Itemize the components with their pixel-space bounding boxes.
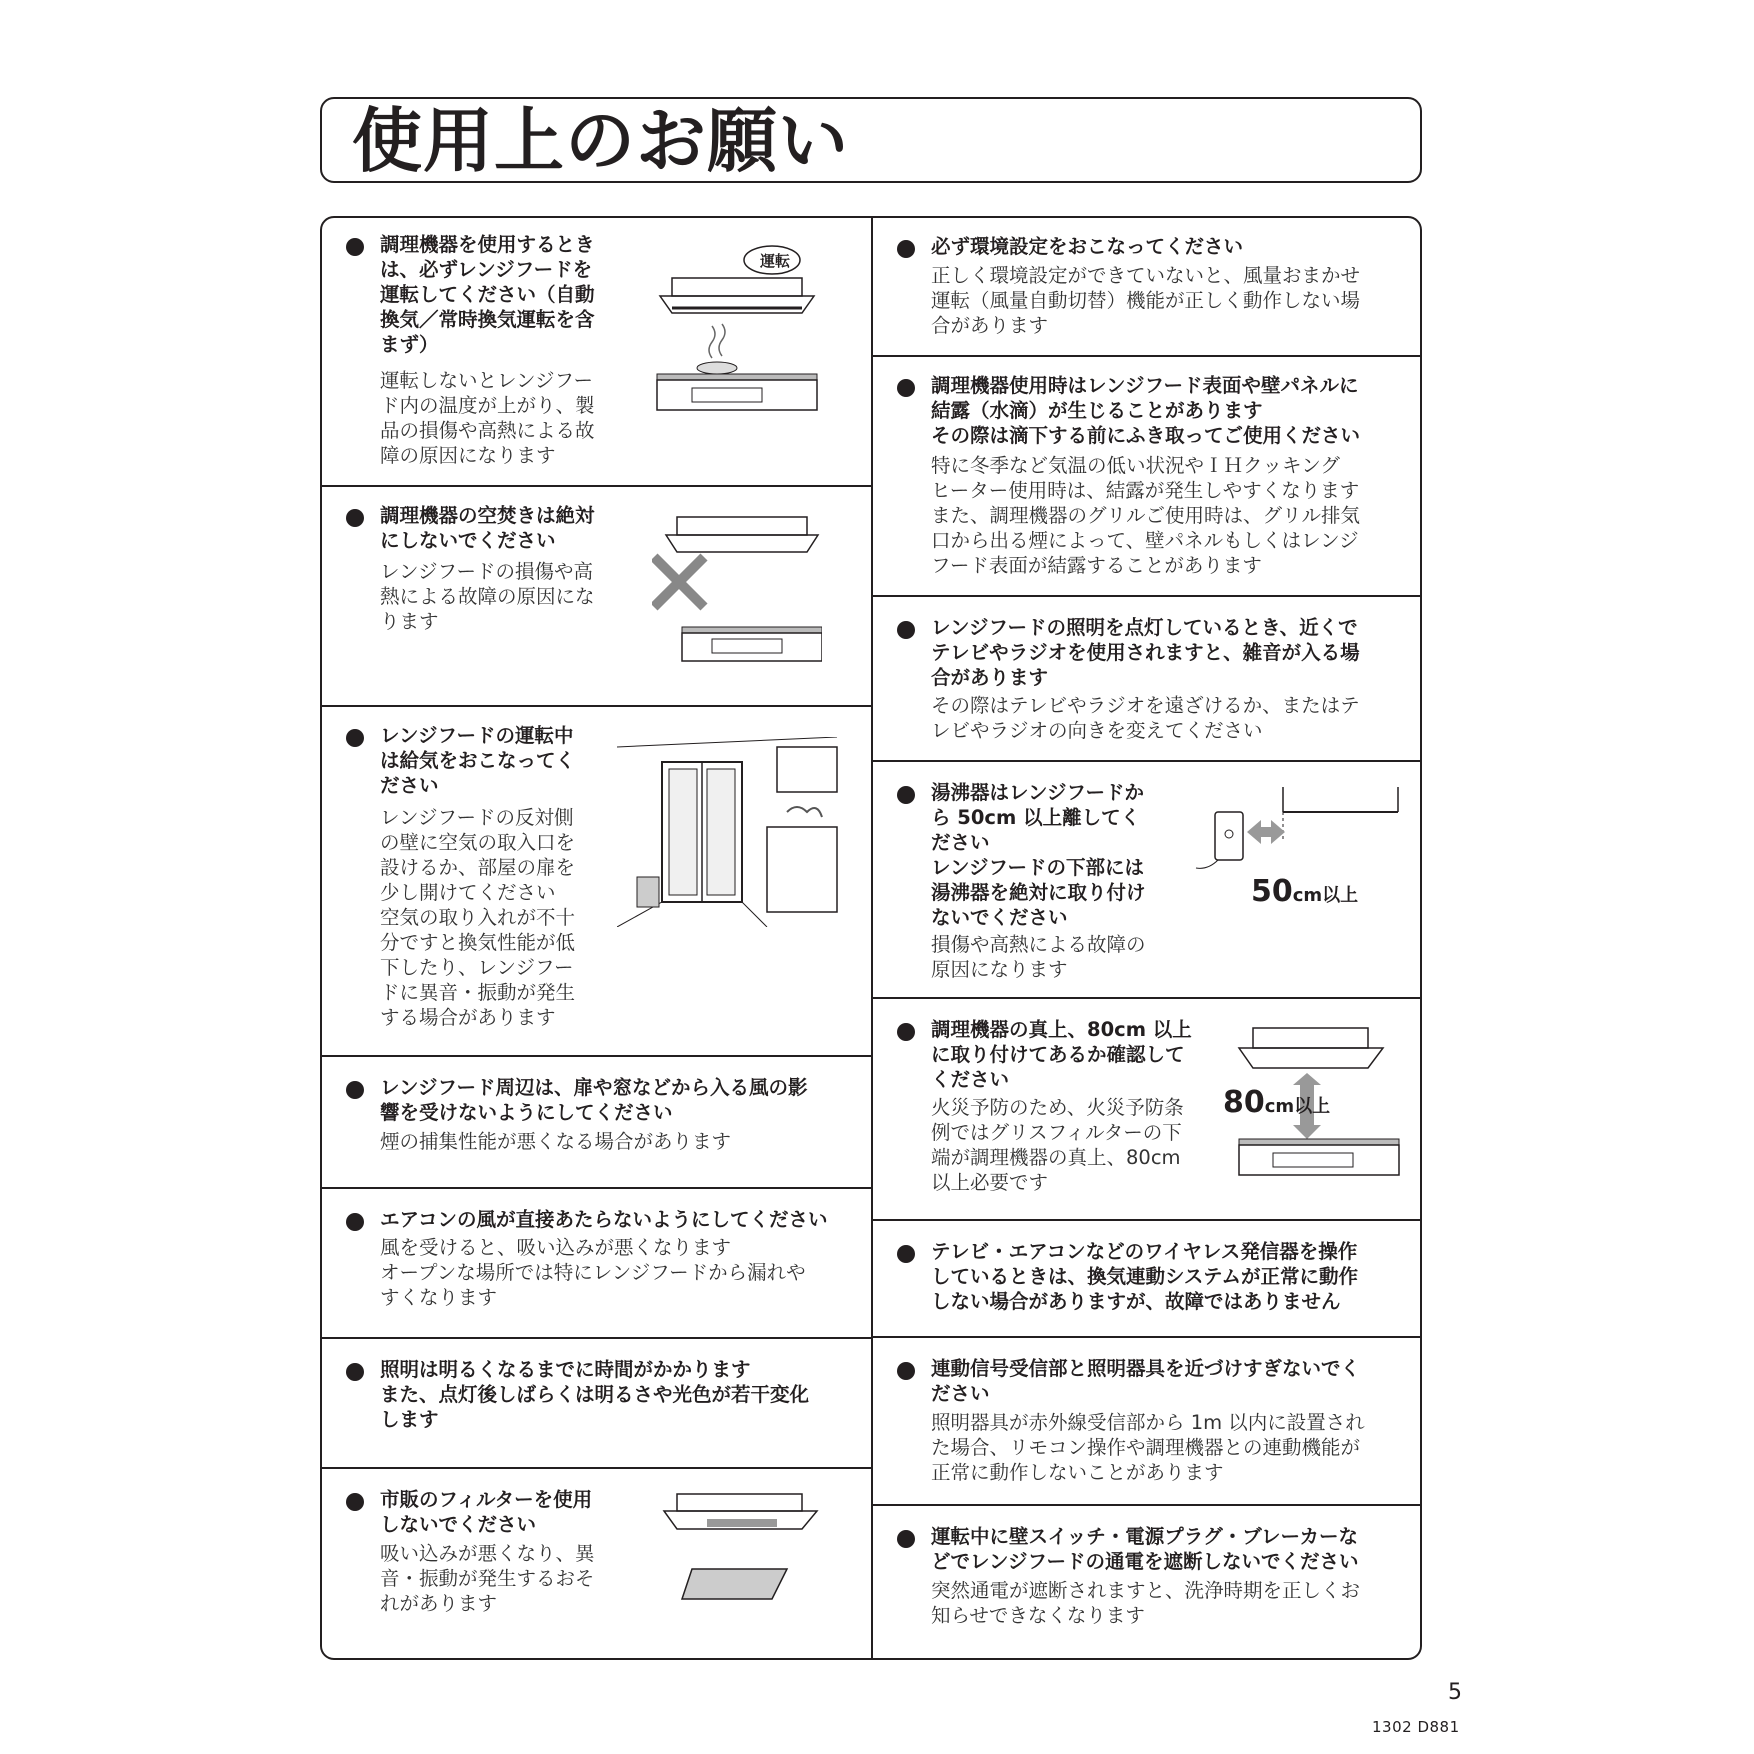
range-hood-running-illustration: [652, 238, 822, 418]
commercial-filter-illustration: [652, 1489, 842, 1629]
notice-item: [873, 1338, 1422, 1504]
bullet-icon: [897, 1530, 915, 1548]
notice-item: [873, 357, 1422, 595]
notice-heading: 調理機器の真上、80cm 以上 に取り付けてあるか確認して ください: [931, 1018, 1192, 1091]
notice-heading: テレビ・エアコンなどのワイヤレス発信器を操作 しているときは、換気連動システムが正常に動作 しない場合がありますが、故障ではありません: [931, 1240, 1359, 1313]
notice-body: 煙の捕集性能が悪くなる場合があります: [380, 1130, 732, 1153]
notice-body: 運転しないとレンジフー ド内の温度が上がり、製 品の損傷や高熱による故 障の原因になります: [380, 369, 595, 467]
title-box: [320, 97, 1422, 183]
notice-body: その際はテレビやラジオを遠ざけるか、またはテ レビやラジオの向きを変えてください: [931, 694, 1360, 742]
page-title: 使用上のお願い: [352, 100, 849, 182]
document-code: 1302 D881: [1372, 1718, 1460, 1736]
notice-body: 正しく環境設定ができていないと、風量おまかせ 運転（風量自動切替）機能が正しく動作しない場 合があります: [931, 264, 1361, 337]
notice-heading: 必ず環境設定をおこなってください: [931, 235, 1244, 258]
notice-heading: 照明は明るくなるまでに時間がかかります また、点灯後しばらくは明るさや光色が若干変化 します: [380, 1358, 810, 1431]
bullet-icon: [897, 621, 915, 639]
bullet-icon: [897, 1023, 915, 1041]
notice-heading: 調理機器使用時はレンジフード表面や壁パネルに 結露（水滴）が生じることがあります その際は滴下する前にふき取ってご使用ください: [931, 374, 1361, 447]
bullet-icon: [346, 1213, 364, 1231]
notice-body: 突然通電が遮断されますと、洗浄時期を正しくお 知らせできなくなります: [931, 1579, 1361, 1627]
distance-label-50cm: 50cm以上: [1251, 874, 1359, 909]
notice-heading: 湯沸器はレンジフードか ら 50cm 以上離してく ださい レンジフードの下部には 湯沸器を絶対に取り付け ないでください: [931, 781, 1146, 929]
notice-item: [873, 218, 1422, 355]
bullet-icon: [346, 729, 364, 747]
notice-body: レンジフードの損傷や高 熱による故障の原因にな ります: [380, 560, 595, 633]
notice-body: 照明器具が赤外線受信部から 1m 以内に設置され た場合、リモコン操作や調理機器との連動機能が 正常に動作しないことがあります: [931, 1411, 1365, 1484]
empty-heating-prohibited-illustration: [652, 507, 822, 667]
notice-heading: 調理機器を使用するとき は、必ずレンジフードを 運転してください（自動 換気／常時換気運転を含 まず）: [380, 233, 595, 356]
bullet-icon: [346, 1081, 364, 1099]
operation-label: 運転: [760, 252, 791, 270]
notice-body: 特に冬季など気温の低い状況やＩＨクッキング ヒーター使用時は、結露が発生しやすくなります また、調理機器のグリルご使用時は、グリル排気 口から出る煙によって、壁パネルもしくはレンジ フード表面が結露することがあります: [931, 454, 1361, 577]
notice-body: 損傷や高熱による故障の 原因になります: [931, 933, 1146, 981]
bullet-icon: [897, 786, 915, 804]
page-number: 5: [1448, 1680, 1462, 1705]
notice-item: [322, 707, 871, 1055]
notice-heading: 運転中に壁スイッチ・電源プラグ・ブレーカーな どでレンジフードの通電を遮断しないでください: [931, 1525, 1359, 1573]
bullet-icon: [897, 1362, 915, 1380]
distance-label-80cm: 80cm以上: [1223, 1085, 1331, 1120]
bullet-icon: [346, 509, 364, 527]
notice-heading: 市販のフィルターを使用 しないでください: [380, 1488, 593, 1536]
notice-item: [322, 1057, 871, 1187]
air-intake-room-illustration: [617, 737, 847, 927]
bullet-icon: [897, 240, 915, 258]
notice-item: [322, 218, 871, 485]
bullet-icon: [346, 1493, 364, 1511]
notice-body: 吸い込みが悪くなり、異 音・振動が発生するおそ れがあります: [380, 1542, 595, 1615]
bullet-icon: [897, 379, 915, 397]
notice-item: [322, 1189, 871, 1337]
notice-heading: 調理機器の空焚きは絶対 にしないでください: [380, 504, 595, 552]
bullet-icon: [897, 1245, 915, 1263]
notice-heading: レンジフード周辺は、扉や窓などから入る風の影 響を受けないようにしてください: [380, 1076, 808, 1124]
notice-item: [322, 1469, 871, 1659]
notice-item: [322, 487, 871, 705]
notice-table: [320, 216, 1422, 1660]
bullet-icon: [346, 238, 364, 256]
notice-heading: レンジフードの運転中 は給気をおこなってく ださい: [380, 724, 576, 797]
notice-body: 風を受けると、吸い込みが悪くなります オープンな場所では特にレンジフードから漏れや すくなります: [380, 1236, 806, 1309]
notice-item: [873, 1506, 1422, 1656]
notice-heading: エアコンの風が直接あたらないようにしてください: [380, 1208, 828, 1231]
notice-body: 火災予防のため、火災予防条 例ではグリスフィルターの下 端が調理機器の真上、80cm 以上必要です: [931, 1096, 1184, 1194]
notice-item: [873, 999, 1422, 1219]
notice-item: [873, 1221, 1422, 1336]
notice-heading: 連動信号受信部と照明器具を近づけすぎないでく ださい: [931, 1357, 1361, 1405]
notice-heading: レンジフードの照明を点灯しているとき、近くで テレビやラジオを使用されますと、雑音が入る場 合があります: [931, 616, 1360, 689]
notice-body: レンジフードの反対側 の壁に空気の取入口を 設けるか、部屋の扉を 少し開けてください 空気の取り入れが不十 分ですと換気性能が低 下したり、レンジフー ドに異音・振動が発生 する場合があります: [380, 806, 576, 1029]
notice-item: [322, 1339, 871, 1467]
bullet-icon: [346, 1363, 364, 1381]
notice-item: [873, 597, 1422, 760]
notice-item: [873, 762, 1422, 997]
